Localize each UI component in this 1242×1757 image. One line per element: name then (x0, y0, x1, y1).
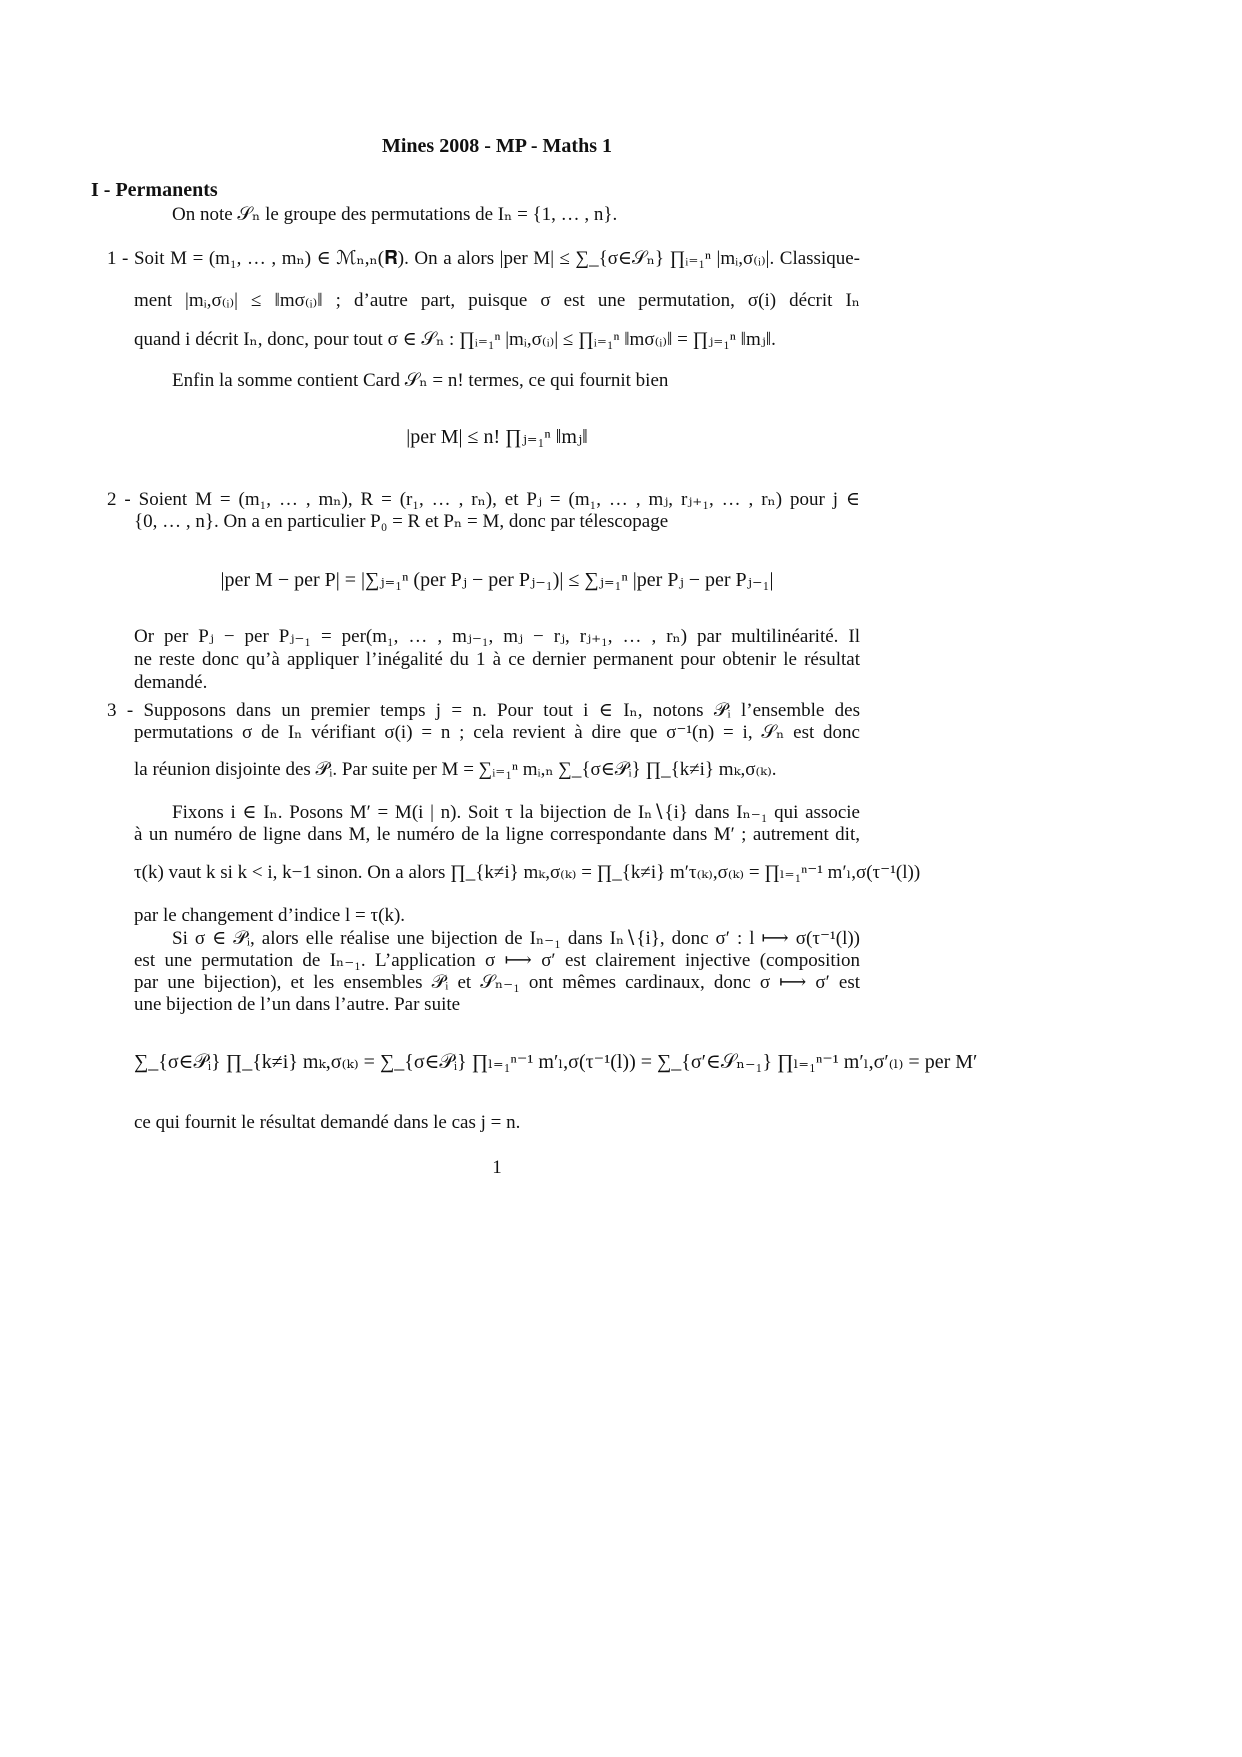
q3-line-8: Si σ ∈ 𝒫ᵢ, alors elle réalise une bijection de Iₙ₋₁ dans Iₙ∖{i}, donc σ′ : l ⟼ σ(τ⁻¹(l)) (172, 928, 860, 949)
q1-line-4: Enfin la somme contient Card 𝒮ₙ = n! termes, ce qui fournit bien (172, 370, 669, 391)
q2-line-1: 2 - Soient M = (m₁, … , mₙ), R = (r₁, … , rₙ), et Pⱼ = (m₁, … , mⱼ, rⱼ₊₁, … , rₙ) pour j ∈ (107, 489, 860, 510)
q2-display-equation: |per M − per P| = |∑ⱼ₌₁ⁿ (per Pⱼ − per Pⱼ₋₁)| ≤ ∑ⱼ₌₁ⁿ |per Pⱼ − per Pⱼ₋₁| (220, 569, 774, 591)
q3-line-12: ce qui fournit le résultat demandé dans le cas j = n. (134, 1112, 521, 1133)
q3-display-equation: ∑_{σ∈𝒫ᵢ} ∏_{k≠i} mₖ,σ₍ₖ₎ = ∑_{σ∈𝒫ᵢ} ∏ₗ₌₁ⁿ⁻¹ m′ₗ,σ(τ⁻¹(l)) = ∑_{σ′∈𝒮ₙ₋₁} ∏ₗ₌₁ⁿ⁻¹ m′ₗ,σ′₍ₗ₎ = per M′ (134, 1051, 978, 1073)
q3-line-11: une bijection de l’un dans l’autre. Par suite (134, 994, 461, 1015)
q3-line-3: la réunion disjointe des 𝒫ᵢ. Par suite per M = ∑ᵢ₌₁ⁿ mᵢ,ₙ ∑_{σ∈𝒫ᵢ} ∏_{k≠i} mₖ,σ₍ₖ₎. (134, 759, 777, 780)
q3-line-7: par le changement d’indice l = τ(k). (134, 905, 406, 926)
intro-line: On note 𝒮ₙ le groupe des permutations de Iₙ = {1, … , n}. (172, 204, 618, 225)
q2-line-2: {0, … , n}. On a en particulier P₀ = R et Pₙ = M, donc par télescopage (134, 511, 669, 532)
q2-line-4: ne reste donc qu’à appliquer l’inégalité du 1 à ce dernier permanent pour obtenir le résultat (134, 649, 860, 670)
section-heading: I - Permanents (91, 179, 218, 201)
q3-line-1: 3 - Supposons dans un premier temps j = n. Pour tout i ∈ Iₙ, notons 𝒫ᵢ l’ensemble des (107, 700, 860, 721)
q3-line-9: est une permutation de Iₙ₋₁. L’application σ ⟼ σ′ est clairement injective (composition (134, 950, 860, 971)
q3-line-4: Fixons i ∈ Iₙ. Posons M′ = M(i | n). Soit τ la bijection de Iₙ∖{i} dans Iₙ₋₁ qui associe (172, 802, 860, 823)
q1-display-equation: |per M| ≤ n! ∏ⱼ₌₁ⁿ ‖mⱼ‖ (406, 426, 588, 448)
q3-line-6: τ(k) vaut k si k < i, k−1 sinon. On a alors ∏_{k≠i} mₖ,σ₍ₖ₎ = ∏_{k≠i} m′τ₍ₖ₎,σ₍ₖ₎ = ∏ₗ₌₁ⁿ⁻¹ m′ₗ,σ(τ⁻¹(l)) (134, 862, 921, 883)
q2-line-3: Or per Pⱼ − per Pⱼ₋₁ = per(m₁, … , mⱼ₋₁, mⱼ − rⱼ, rⱼ₊₁, … , rₙ) par multilinéarité. Il (134, 626, 860, 647)
q3-line-5: à un numéro de ligne dans M, le numéro de la ligne correspondante dans M′ ; autrement dit, (134, 824, 860, 845)
q1-line-2: ment |mᵢ,σ₍ᵢ₎| ≤ ‖mσ₍ᵢ₎‖ ; d’autre part, puisque σ est une permutation, σ(i) décrit Iₙ (134, 290, 860, 311)
page-number: 1 (492, 1157, 502, 1178)
q3-line-10: par une bijection), et les ensembles 𝒫ᵢ et 𝒮ₙ₋₁ ont mêmes cardinaux, donc σ ⟼ σ′ est (134, 972, 860, 993)
document-title: Mines 2008 - MP - Maths 1 (382, 135, 612, 157)
q2-line-5: demandé. (134, 672, 208, 693)
q1-line-3: quand i décrit Iₙ, donc, pour tout σ ∈ 𝒮ₙ : ∏ᵢ₌₁ⁿ |mᵢ,σ₍ᵢ₎| ≤ ∏ᵢ₌₁ⁿ ‖mσ₍ᵢ₎‖ = ∏ⱼ₌₁ⁿ ‖mⱼ‖. (134, 329, 776, 350)
q1-line-1: 1 - Soit M = (m₁, … , mₙ) ∈ ℳₙ,ₙ(𝐑). On a alors |per M| ≤ ∑_{σ∈𝒮ₙ} ∏ᵢ₌₁ⁿ |mᵢ,σ₍ᵢ₎|. Classique- (107, 248, 860, 269)
q3-line-2: permutations σ de Iₙ vérifiant σ(i) = n ; cela revient à dire que σ⁻¹(n) = i, 𝒮ₙ est donc (134, 722, 860, 743)
